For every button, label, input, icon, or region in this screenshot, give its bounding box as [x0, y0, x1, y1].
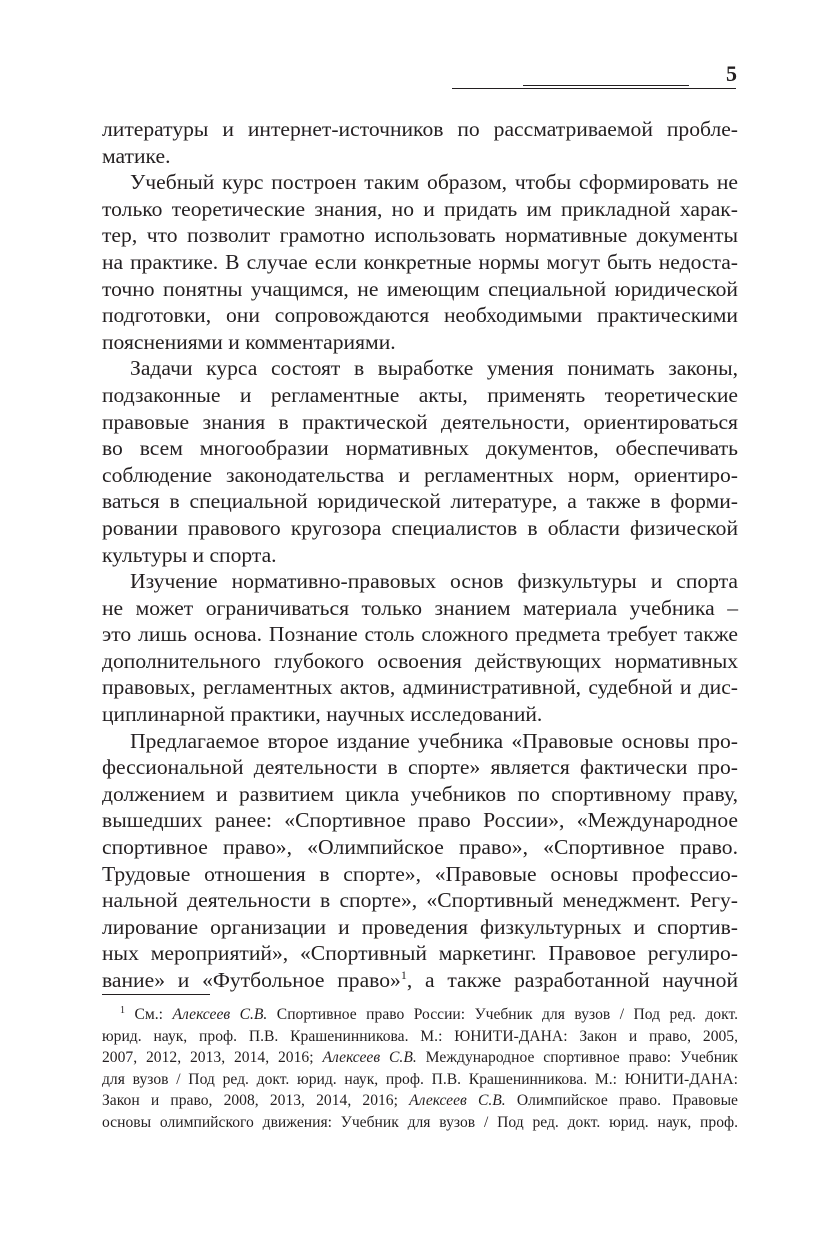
- text-line: Задачи курса состоят в выработке умения понимать законы,: [130, 356, 738, 381]
- text-line: во всем многообразии нормативных документов, обеспечивать: [102, 436, 738, 461]
- footnote-line: [102, 1004, 738, 1026]
- text-line: циплинарной практики, научных исследований.: [102, 702, 543, 727]
- text-line: Учебный курс построен таким образом, чтобы сформировать не: [130, 170, 738, 195]
- header-rule: [452, 88, 736, 89]
- text-line: Трудовые отношения в спорте», «Правовые основы профессио-: [102, 861, 738, 886]
- text-line: тер, что позволит грамотно использовать нормативные документы: [102, 223, 738, 248]
- footnote-separator: [102, 994, 210, 995]
- text-line: ваться в специальной юридической литературе, а также в форми-: [102, 489, 738, 514]
- text-fragment: Спортивное право России: Учебник для вузов / Под ред. докт.: [267, 1006, 738, 1023]
- footnote-marker: 1: [120, 1004, 125, 1016]
- footnote-line: [102, 1047, 738, 1069]
- text-fragment: Олимпийское право. Правовые: [505, 1092, 738, 1110]
- text-fragment: , а также разработанной научной: [406, 968, 738, 992]
- text-fragment: См.:: [134, 1006, 173, 1023]
- text-line: должением и развитием цикла учебников по спортивному праву,: [102, 781, 738, 806]
- footnote: [102, 1004, 738, 1134]
- text-line: это лишь основа. Познание столь сложного предмета требует также: [102, 622, 738, 647]
- text-fragment: Международное спортивное право: Учебник: [416, 1049, 738, 1067]
- text-line: спортивное право», «Олимпийское право», «Спортивное право.: [102, 835, 738, 860]
- text-line: литературы и интернет-источников по рассматриваемой пробле-: [102, 117, 738, 141]
- footnote-author: Алексеев С.В.: [409, 1092, 506, 1110]
- footnote-line: для вузов / Под ред. докт. юрид. наук, проф. П.В. Крашенинникова. М.: ЮНИТИ-ДАНА:: [102, 1070, 738, 1088]
- text-line: культуры и спорта.: [102, 542, 277, 567]
- text-line: соблюдение законодательства и регламентных норм, ориентиро-: [102, 462, 738, 487]
- text-line: подзаконные и регламентные акты, применять теоретические: [102, 382, 738, 407]
- text-line: фессиональной деятельности в спорте» является фактически про-: [102, 755, 738, 780]
- text-line: ровании правового кругозора специалистов в области физической: [102, 515, 738, 540]
- text-line: Изучение нормативно-правовых основ физкультуры и спорта: [130, 569, 738, 594]
- footnote-reference[interactable]: 1: [400, 967, 407, 982]
- text-fragment: Закон и право, 2008, 2013, 2014, 2016;: [102, 1092, 410, 1110]
- text-line: не может ограничиваться только знанием материала учебника –: [102, 595, 738, 620]
- text-line: лирование организации и проведения физкультурных и спортив-: [102, 914, 738, 939]
- text-fragment: вание» и «Футбольное право»: [102, 968, 401, 992]
- page-number: 5: [726, 61, 737, 86]
- footnote-author: Алексеев С.В.: [322, 1049, 417, 1067]
- text-line: только теоретические знания, но и придать им прикладной харак-: [102, 196, 738, 221]
- body-text: [102, 116, 738, 994]
- text-line: матике.: [102, 143, 171, 168]
- text-line: вышедших ранее: «Спортивное право России», «Международное: [102, 808, 738, 833]
- footnote-author: Алексеев С.В.: [172, 1006, 268, 1023]
- header-rule-accent: [523, 85, 689, 86]
- text-line: точно понятны учащимся, не имеющим специальной юридической: [102, 276, 738, 301]
- footnote-line: [102, 1090, 738, 1112]
- text-line: дополнительного глубокого освоения действующих нормативных: [102, 648, 738, 673]
- footnote-line: юрид. наук, проф. П.В. Крашенинникова. М.: ЮНИТИ-ДАНА: Закон и право, 2005,: [102, 1027, 738, 1045]
- text-line: на практике. В случае если конкретные нормы могут быть недоста-: [102, 249, 738, 274]
- text-line: пояснениями и комментариями.: [102, 329, 396, 354]
- text-fragment: 2007, 2012, 2013, 2014, 2016;: [102, 1049, 323, 1067]
- text-line: подготовки, они сопровождаются необходимыми практическими: [102, 303, 738, 328]
- footnote-line: основы олимпийского движения: Учебник для вузов / Под ред. докт. юрид. наук, проф.: [102, 1113, 738, 1131]
- text-line: нальной деятельности в спорте», «Спортивный менеджмент. Регу-: [102, 888, 738, 913]
- text-line: Предлагаемое второе издание учебника «Правовые основы про-: [130, 728, 738, 753]
- text-line: правовые знания в практической деятельности, ориентироваться: [102, 409, 738, 434]
- text-line: ных мероприятий», «Спортивный маркетинг. Правовое регулиро-: [102, 941, 738, 966]
- text-line: правовых, регламентных актов, административной, судебной и дис-: [102, 675, 738, 700]
- text-line-with-footnote-ref: [102, 967, 738, 994]
